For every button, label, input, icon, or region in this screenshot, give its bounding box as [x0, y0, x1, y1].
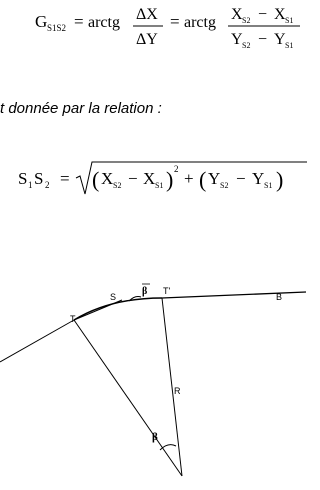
equals-sign: =	[74, 12, 84, 31]
arctg-function: arctg	[88, 14, 120, 31]
label-beta-bottom: β	[152, 431, 158, 443]
angle-arc-bottom	[160, 445, 176, 450]
delta-y: ΔY	[136, 31, 158, 48]
open-paren-1: (	[92, 167, 100, 192]
label-tprime: T'	[163, 286, 171, 296]
num-x-sub: S2	[242, 16, 251, 25]
num-x2-sub: S1	[285, 16, 294, 25]
curve-figure-svg	[0, 270, 310, 485]
exponent-2: 2	[174, 164, 179, 174]
s1-symbol: S	[18, 169, 28, 188]
label-beta-top: β	[142, 286, 148, 297]
num-x2: X	[274, 6, 286, 23]
curve-figure	[0, 270, 310, 485]
label-b: B	[276, 292, 283, 302]
tangent-line-left	[0, 320, 74, 362]
bearing-symbol: G	[35, 12, 48, 31]
s2-subscript: 2	[45, 180, 50, 190]
label-r: R	[174, 386, 181, 396]
den-y-sub: S2	[242, 41, 251, 50]
open-paren-2: (	[199, 167, 207, 192]
s2-symbol: S	[34, 169, 44, 188]
bearing-subscript: S1S2	[47, 23, 67, 33]
equals-sign-3: =	[60, 169, 70, 188]
close-paren-1: )	[166, 167, 174, 192]
plus-sign: +	[184, 169, 194, 188]
formula-distance	[0, 150, 310, 210]
formula-bearing	[0, 0, 310, 60]
formula-bearing-svg	[0, 0, 310, 65]
t1-x-sub: S2	[113, 181, 122, 190]
num-x: X	[231, 6, 243, 23]
s1-subscript: 1	[28, 180, 33, 190]
formula-distance-svg	[0, 150, 310, 210]
t2-y2: Y	[252, 169, 265, 188]
den-y2: Y	[274, 31, 286, 48]
t1-x: X	[101, 169, 114, 188]
t2-minus: −	[236, 169, 246, 188]
t1-x2: X	[143, 169, 156, 188]
t1-x2-sub: S1	[155, 181, 164, 190]
num-minus: −	[258, 6, 268, 23]
label-s: S	[110, 292, 117, 302]
caption-text: t donnée par la relation :	[0, 100, 162, 117]
equals-sign-2: =	[170, 12, 180, 31]
tangent-line-right	[162, 292, 306, 298]
t1-minus: −	[128, 169, 138, 188]
den-minus: −	[258, 31, 268, 48]
arctg-function-2: arctg	[184, 14, 216, 31]
close-paren-2: )	[276, 167, 284, 192]
den-y2-sub: S1	[285, 41, 294, 50]
delta-x: ΔX	[136, 6, 158, 23]
t2-y: Y	[208, 169, 221, 188]
radius-line-t	[74, 320, 182, 476]
den-y: Y	[231, 31, 243, 48]
t2-y2-sub: S1	[264, 181, 273, 190]
label-t: T	[70, 314, 76, 324]
t2-y-sub: S2	[220, 181, 229, 190]
